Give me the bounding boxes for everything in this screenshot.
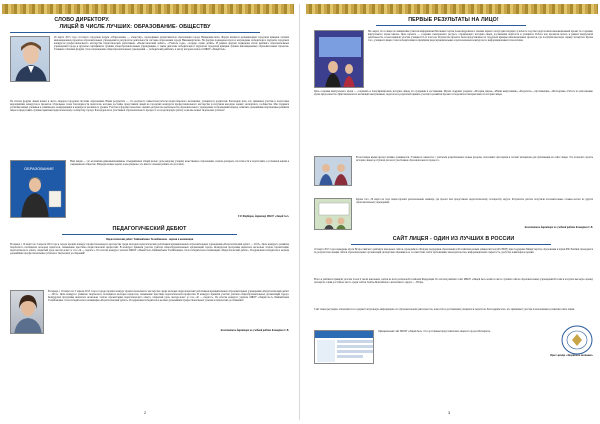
students-photo	[314, 156, 352, 186]
results-signature: Заместитель директора по учебной работе Клокарева С.В.	[524, 226, 593, 229]
results-paragraph-3: В настоящее время проект активно развивается. Учащиеся совместно с учителем разрабатывают новые разделы, пополняют фотоархив и готовят материалы для публикации на сайте лицея. Это позволит сделать историю лицея доступной для всех участников образовательного процесса.	[356, 156, 593, 163]
director-portrait-icon	[11, 37, 50, 82]
teacher-portrait-icon	[11, 291, 44, 334]
website-thumbnail	[314, 330, 374, 364]
left-main-paragraph: По итогам форума лицей вошел в число лидеров городской системы образования. Наши результаты — это результат совместной работы педагогического коллектива, учащихся и родителей. Благодарю всех, кто принимал участие в подготовке мероприятий, конкурсов и проектов. Отдельные слова благодарности педагогам, которые достойно представили лицей на городских конкурсах профессионального мастерства и получили высокую оценку экспертного сообщества. Мы гордимся успехами наших учеников в олимпиадах, конференциях и конкурсах различного уровня. Участие в форуме позволило оценить результаты деятельности образовательного учреждения за прошедший период, наметить дальнейшие перспективы развития лицея и представить лучшие практики педагогическому сообществу города. Благодарю всех участников образовательного процесса за плодотворную работу и желаю новых творческих успехов!	[10, 100, 289, 113]
director-photo	[10, 36, 50, 82]
left-title-2: ЛИЦЕЙ В ЧИСЛЕ ЛУЧШИХ: ОБРАЗОВАНИЕ- ОБЩЕСТВУ	[59, 24, 211, 30]
left-page	[2, 4, 294, 420]
right-title-1-rule	[376, 25, 526, 26]
seminar-photo	[314, 198, 352, 230]
results-paragraph-4: Кроме того, 28 марта на базе лицея прошёл региональный семинар, где проект был представлен педагогическому сообществу округа. Результаты работы получили положительные отзывы коллег из других образовательных учреждений.	[356, 198, 593, 205]
debut-heading: Педагогический дебют: Бейшенбаева Талайбековна - первая в номинации	[105, 238, 194, 241]
website-screenshot-icon	[315, 331, 374, 364]
seal-stamp-icon	[560, 324, 594, 356]
award-photo	[10, 160, 66, 218]
top-stripe-right	[306, 4, 598, 14]
right-page	[306, 4, 598, 420]
left-intro-paragraph: 26 марта 2015 года состоялся городской форум «Образование — обществу», проводимый департаментом образования города Нижневартовска. Форум является кульминацией городской ярмарки лучших инновационных проектов образовательных учреждений и результатов деятельности системы образования города Нижневартовска. На форуме подведены итоги и награждены победители и лауреаты городских конкурсов профессионального мастерства педагогических работников, «Педагогический дебют», «Учитель года», «Сердце отдаю детям». В рамках форума подведены итоги рейтинга образовательных учреждений города и вручены сертификаты лучшим общеобразовательным учреждениям, а также дипломы победителям и лауреатам городской ярмарки лучших инновационных образовательных проектов. Главным событием форума стало награждение общеобразовательных учреждений — победителей рейтинга, к числу которых вошло и МБОУ «Лицей №2».	[54, 36, 289, 52]
site-paragraph-2: Всего в рейтинге приняли участие более 9 тысяч школьных сайтов из всех регионов Российской Федерации. По итогам рейтинга сайт МБОУ «Лицей №2» вошёл в число лучших сайтов образовательных учреждений России и получил высокую оценку экспертов, заняв достойное место среди сайтов Ханты-Мансийского автономного округа — Югры.	[314, 278, 593, 285]
left-title-3: ПЕДАГОГИЧЕСКИЙ ДЕБЮТ	[112, 226, 187, 232]
seminar-icon	[315, 199, 352, 230]
left-title-rule	[10, 32, 260, 33]
right-title-2: САЙТ ЛИЦЕЯ - ОДИН ИЗ ЛУЧШИХ В РОССИИ	[392, 236, 515, 242]
results-paragraph-2: Цель создания виртуального музея — сохранить и популяризировать историю лицея, его традиции и достижения. Музей содержит разделы: «История лицея», «Наши выпускники», «Педагоги», «Достижения», «Фотоархив». Работа по наполнению музея продолжается. Приглашаем всех желающих выпускников, педагогов и родителей принять участие в развитии проекта и поделиться материалами об истории лицея.	[314, 90, 593, 97]
spine-divider	[299, 4, 300, 420]
site-paragraph-3: Сайт лицея регулярно обновляется и содержит актуальную информацию об образовательной деятельности, новостях и достижениях учащихся и педагогов. Благодарим всех, кто принимает участие в наполнении и развитии сайта лицея.	[314, 308, 575, 311]
teacher-photo	[10, 290, 44, 334]
debut-paragraph-continued: В период с 16 марта по 3 апреля 2015 года в городе прошёл конкурс профессионального мастерства среди молодых педагогических работников муниципальных образовательных учреждений «Педагогический дебют — 2015». Цель конкурса: развитие творческого потенциала молодых педагогов, повышение престижа педагогической профессии. В конкурсе приняли участие учителя общеобразовательных организаций города. Конкурсная программа включала несколько этапов: презентацию педагогического опыта, открытый урок, мастер-класс и эссе «Я — педагог». По итогам конкурса учитель МБОУ «Лицей №2» Бейшенбаева Талайбековна стала победителем в номинации «Педагогический дебют». Поздравляем победителя и желаем дальнейших профессиональных успехов и творческих достижений!	[48, 290, 289, 303]
right-title-2-rule	[351, 244, 551, 245]
left-page-number: 2	[144, 410, 147, 415]
results-photo	[314, 30, 364, 88]
site-paragraph-4: Официальный сайт МБОУ «Лицей №2» стал достойным представителем лицея и города в Интернете.	[378, 330, 491, 333]
debut-paragraph: В период с 16 марта по 3 апреля 2015 года в городе прошёл конкурс профессионального мастерства среди молодых педагогических работников муниципальных образовательных учреждений «Педагогический дебют — 2015». Цель конкурса: развитие творческого потенциала молодых педагогов, повышение престижа педагогической профессии. В конкурсе приняли участие учителя общеобразовательных организаций города. Конкурсная программа включала несколько этапов: презентацию педагогического опыта, открытый урок, мастер-класс и эссе «Я — педагог». По итогам конкурса учитель МБОУ «Лицей №2» Бейшенбаева Талайбековна стала победителем в номинации «Педагогический дебют». Поздравляем победителя и желаем дальнейших профессиональных успехов и творческих достижений!	[10, 243, 289, 256]
students-group-icon	[315, 157, 352, 186]
site-paragraph-1: 10 марта 2015 года подведены итоги Всероссийского рейтинга школьных сайтов, проводимого Фондом поддержки образования и Российским новым университетом (РосНОУ) при поддержке Министерства образования и науки РФ. Рейтинг проводился по результатам оценки сайтов образовательных организаций экспертами. Оценивалось соответствие сайта требованиям законодательства, информационная открытость, удобство навигации и дизайн.	[314, 248, 593, 255]
svg-text:ОБРАЗОВАНИЕ: ОБРАЗОВАНИЕ	[24, 166, 54, 171]
left-closing-paragraph: Наш лицей — это коллектив единомышленников, объединённых общей целью: дать каждому ученику качественное образование, помочь раскрыть способности и подготовить к успешной жизни в современном обществе. Впереди новые задачи, и мы уверены, что вместе сможем решить их достойно.	[70, 160, 289, 167]
left-signature: Т.Р. Фарбаров, директор МБОУ «Лицей №2»	[237, 215, 289, 218]
right-page-number: 3	[448, 410, 451, 415]
left-title-3-rule	[62, 234, 237, 235]
results-paragraph: Не секрет, что в лицее по инициативе учителя информатики Московка Сергея Александровича в течение первого полугодия текущего учебного года был подготовлен инновационный проект по созданию виртуального музея школы. Цель проекта — создание электронного ресурса, отражающего историю лицея, достижения педагогов и учащихся. Работа над проектом велась в рамках внеурочной деятельности, в нем приняли участие учащиеся 8-11 классов. Результаты проекта были представлены на городской ярмарке инновационных проектов, где получили высокую оценку экспертов. Кроме того, учащиеся лицея стали победителями и призёрами ряда муниципальных и региональных конкурсов по информационным технологиям.	[368, 30, 593, 43]
award-ceremony-icon	[11, 161, 66, 218]
right-title-1: ПЕРВЫЕ РЕЗУЛЬТАТЫ НА ЛИЦО!	[408, 17, 499, 23]
site-signature: Пресс-центр «Лицейского вестника»	[550, 354, 593, 357]
stage-presentation-icon	[315, 31, 364, 88]
debut-signature: Заместитель директора по учебной работе Клокарева С.В.	[220, 329, 289, 332]
top-stripe	[2, 4, 294, 14]
left-title-1: СЛОВО ДИРЕКТОРУ.	[54, 17, 110, 23]
